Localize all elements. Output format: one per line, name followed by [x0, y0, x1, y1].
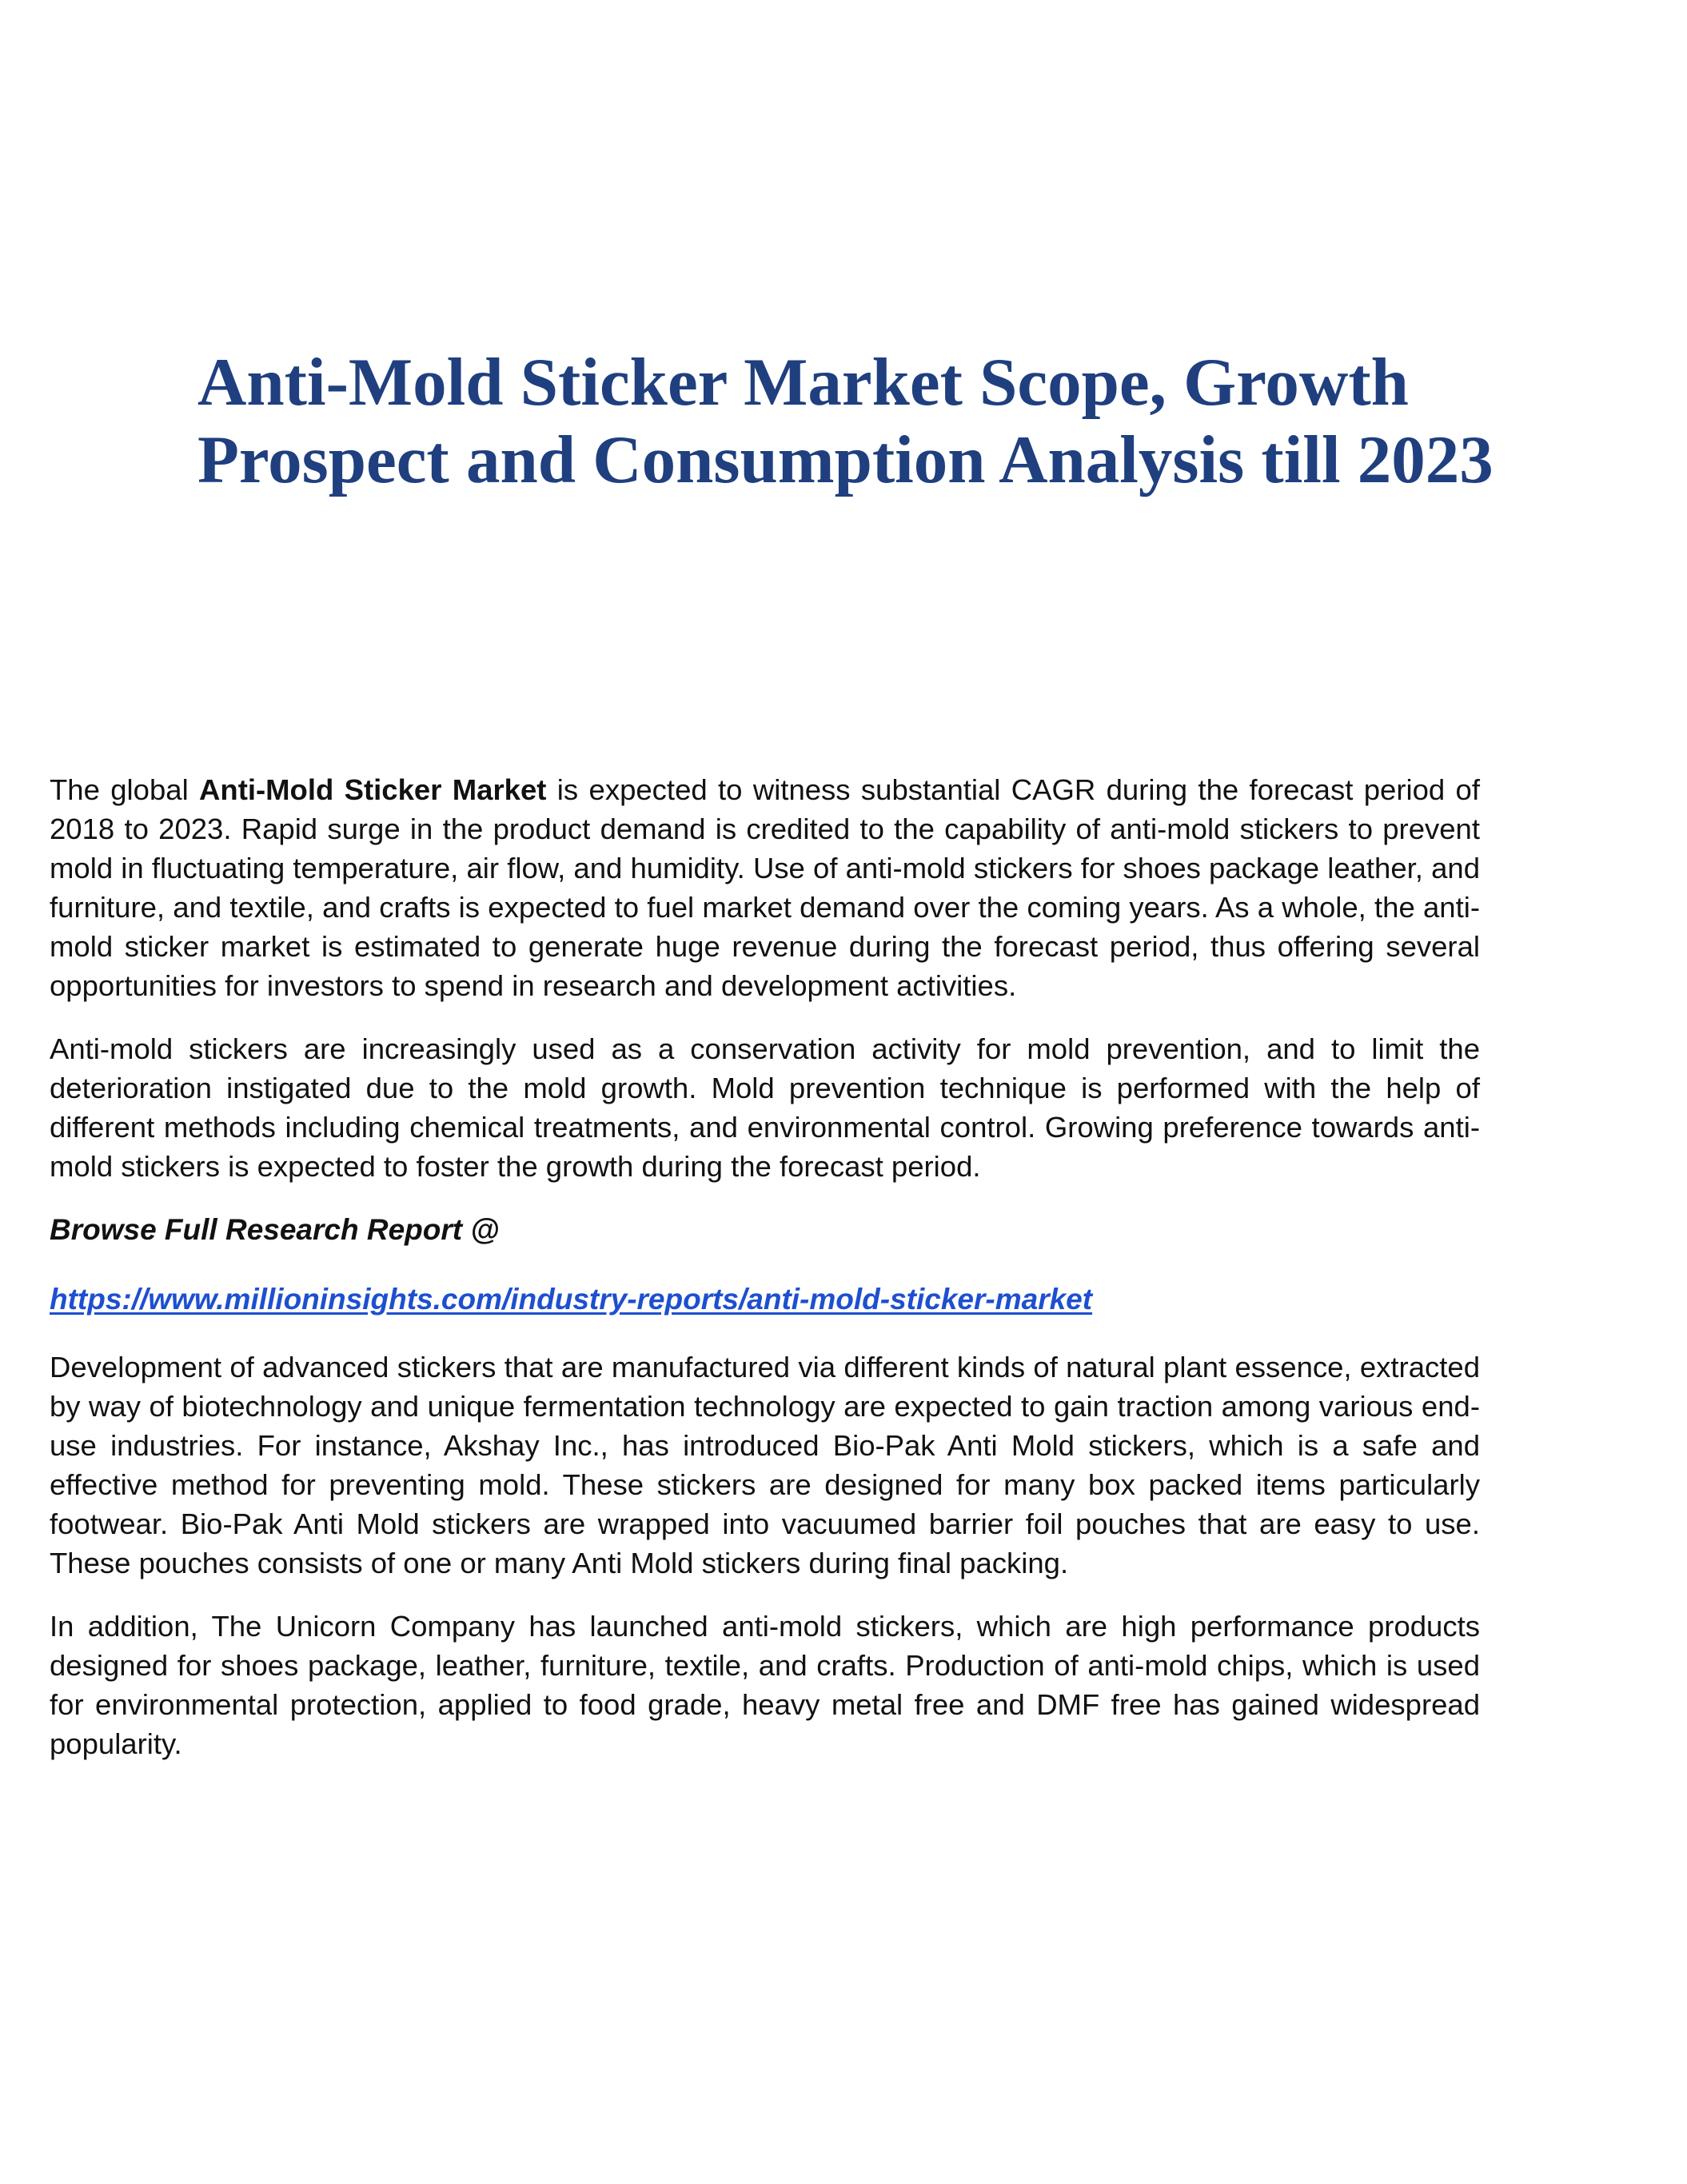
paragraph-development: Development of advanced stickers that are manufactured via different kinds of natural plant essence, extracted by way of biotechnology and unique fermentation technology are expected to gain traction among various end-use industries. For instance, Akshay Inc., has introduced Bio-Pak Anti Mold stickers, which is a safe and effective method for preventing mold. These stickers are designed for many box packed items particularly footwear. Bio-Pak Anti Mold stickers are wrapped into vacuumed barrier foil pouches that are easy to use. These pouches consists of one or many Anti Mold stickers during final packing. [50, 1351, 1480, 1579]
market-name-bold: Anti-Mold Sticker Market [199, 773, 547, 806]
paragraph-overview-text: is expected to witness substantial CAGR during the forecast period of 2018 to 2023. Rapid surge in the product demand is credited to the capability of anti-mold stickers to prevent mold in fluctuating temperature, air flow, and humidity. Use of anti-mold stickers for shoes package leather, and furniture, and textile, and crafts is expected to fuel market demand over the coming years. As a whole, the anti-mold sticker market is estimated to generate huge revenue during the forecast period, thus offering several opportunities for investors to spend in research and development activities. [50, 773, 1481, 1002]
title-line-2: Prospect and Consumption Analysis till 2023 [197, 422, 1494, 497]
report-link[interactable]: https://www.millioninsights.com/industry-reports/anti-mold-sticker-market [50, 1283, 1093, 1316]
paragraph-intro-text: The global [50, 773, 200, 806]
paragraph-conservation: Anti-mold stickers are increasingly used as a conservation activity for mold prevention, and to limit the deterioration instigated due to the mold growth. Mold prevention technique is performed with the help of different methods including chemical treatments, and environmental control. Growing preference towards anti-mold stickers is expected to foster the growth during the forecast period. [50, 1032, 1480, 1183]
report-link-line [50, 1280, 1480, 1319]
page-title [197, 344, 1517, 499]
article-body [50, 770, 1480, 1787]
title-line-1: Anti-Mold Sticker Market Scope, Growth [197, 345, 1409, 420]
paragraph-market-overview [50, 770, 1480, 1005]
browse-report-label: Browse Full Research Report @ [50, 1213, 500, 1246]
paragraph-unicorn-company: In addition, The Unicorn Company has launched anti-mold stickers, which are high performance products designed for shoes package, leather, furniture, textile, and crafts. Production of anti-mold chips, which is used for environmental protection, applied to food grade, heavy metal free and DMF free has gained widespread popularity. [50, 1610, 1480, 1760]
